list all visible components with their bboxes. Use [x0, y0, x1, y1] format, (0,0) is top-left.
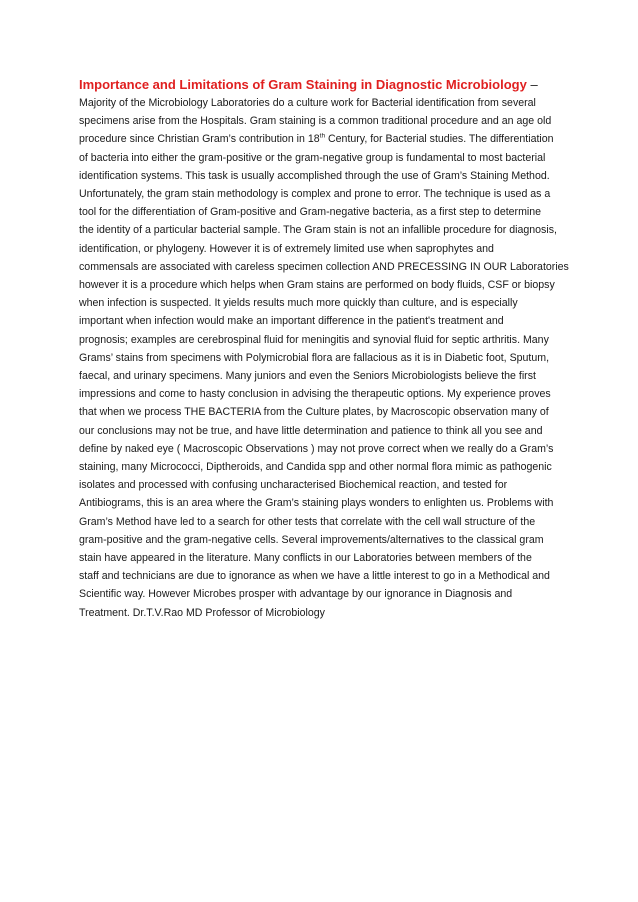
body-line: specimens arise from the Hospitals. Gram staining is a common traditional procedure and an age old: [79, 115, 552, 128]
body-line: identification systems. This task is usually accomplished through the use of Gram’s Staining Method.: [79, 169, 550, 182]
body-line: Majority of the Microbiology Laboratories do a culture work for Bacterial identification from several: [79, 97, 536, 109]
body-line: important when infection would make an important difference in the patient's treatment and: [79, 315, 504, 328]
body-line: gram-positive and the gram-negative cells. Several improvements/alternatives to the classical gram: [79, 533, 544, 546]
body-line: Antibiograms, this is an area where the Gram’s staining plays wonders to enlighten us. Problems with: [79, 497, 554, 510]
body-line: [79, 130, 565, 148]
body-line: staining, many Micrococci, Diptheroids, and Candida spp and other normal flora mimic as pathogenic: [79, 461, 552, 474]
superscript-th: th: [319, 132, 326, 140]
body-line: stain have appeared in the literature. Many conflicts in our Laboratories between members of the: [79, 552, 532, 565]
body-line: commensals are associated with careless specimen collection AND PRECESSING IN OUR Laboratories: [79, 260, 569, 273]
body-line: staff and technicians are due to ignorance as when we have a little interest to go in a Methodical and: [79, 570, 550, 583]
body-line: Scientific way. However Microbes prosper with advantage by our ignorance in Diagnosis and: [79, 588, 513, 601]
body-line: when infection is suspected. It yields results much more quickly than culture, and is especially: [79, 297, 518, 310]
body-line: identification, or phylogeny. However it is of extremely limited use when saprophytes and: [79, 242, 494, 255]
body-line: that when we process THE BACTERIA from the Culture plates, by Macroscopic observation many of: [79, 406, 549, 419]
body-line: prognosis; examples are cerebrospinal fluid for meningitis and synovial fluid for septic arthritis. Many: [79, 333, 549, 346]
body-line: Unfortunately, the gram stain methodology is complex and prone to error. The technique is used as a: [79, 188, 551, 201]
title-dash: –: [526, 77, 538, 92]
title-line: [79, 76, 565, 94]
body-line: Gram’s Method have led to a search for other tests that correlate with the cell wall structure of the: [79, 515, 536, 528]
document-body: [79, 76, 569, 622]
body-line: the identity of a particular bacterial sample. The Gram stain is not an infallible procedure for diagnosis,: [79, 224, 557, 237]
body-line: define by naked eye ( Macroscopic Observations ) may not prove correct when we really do a Gram’s: [79, 442, 554, 455]
body-line: tool for the differentiation of Gram-positive and Gram-negative bacteria, as a first step to determine: [79, 206, 542, 219]
body-line-text: Century, for Bacterial studies. The differentiation: [325, 133, 554, 146]
body-line: Grams’ stains from specimens with Polymicrobial flora are fallacious as it is in Diabetic foot, Sputum,: [79, 351, 550, 364]
body-line: impressions and come to hasty conclusion in advising the therapeutic options. My experience proves: [79, 388, 551, 401]
body-line: our conclusions may not be true, and have little determination and patience to think all you see and: [79, 424, 543, 437]
body-line: of bacteria into either the gram-positive or the gram-negative group is fundamental to most bacterial: [79, 151, 546, 164]
body-line: Treatment. Dr.T.V.Rao MD Professor of Microbiology: [79, 606, 325, 619]
body-line-text: procedure since Christian Gram’s contribution in 18: [79, 133, 320, 146]
body-line: however it is a procedure which helps when Gram stains are performed on body fluids, CSF or biopsy: [79, 279, 555, 292]
document-title: Importance and Limitations of Gram Staining in Diagnostic Microbiology: [79, 77, 527, 92]
body-line: isolates and processed with confusing uncharacterised Biochemical reaction, and tested for: [79, 479, 508, 492]
body-line: faecal, and urinary specimens. Many juniors and even the Seniors Microbiologists believe the first: [79, 370, 536, 383]
